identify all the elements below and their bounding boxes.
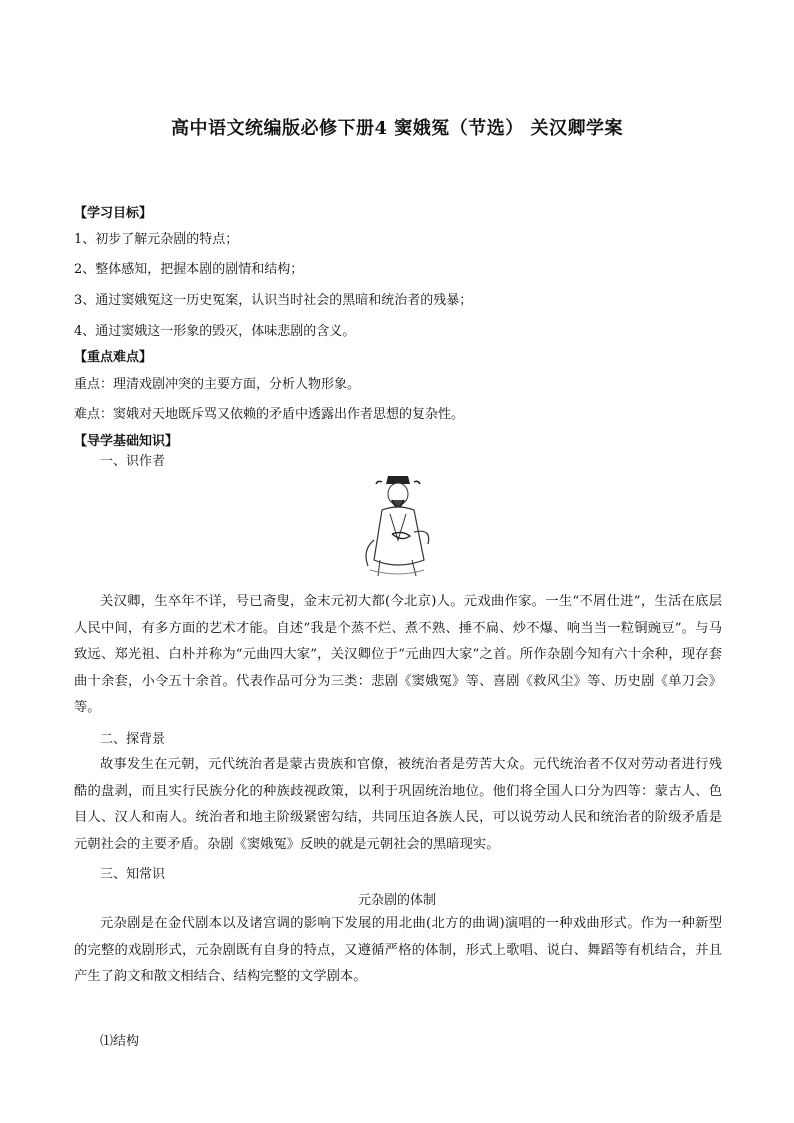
- part-heading: 二、探背景: [100, 732, 166, 747]
- author-paragraph: 关汉卿，生卒年不详，号已斋叟，金末元初大都(今北京)人。元戏曲作家。一生“不屑仕进”，生活在底层人民中间，有多方面的艺术才能。自述“我是个蒸不烂、煮不熟、捶不扁、炒不爆、响当当一粒铜豌豆”。与马致远、郑光祖、白朴并称为“元曲四大家”，关汉卿位于“元曲四大家”之首。所作杂剧今知有六十余种，现存套曲十余套，小令五十余首。代表作品可分为三类：悲剧《窦娥冤》等、喜剧《救风尘》等、历史剧《单刀会》等。: [74, 594, 722, 715]
- intro-paragraph: 元杂剧是在金代剧本以及诸宫调的影响下发展的用北曲(北方的曲调)演唱的一种戏曲形式。作为一种新型的完整的戏剧形式，元杂剧既有自身的特点，又遵循严格的体制，形式上歌唱、说白、舞蹈等有机结合，并且产生了韵文和散文相结合、结构完整的文学剧本。: [74, 916, 722, 984]
- goal-item: 2、整体感知，把握本剧的剧情和结构；: [74, 262, 304, 277]
- section-header-key: 【重点难点】: [74, 350, 153, 365]
- structure-heading: ⑴结构: [100, 1034, 140, 1049]
- author-portrait-image: [352, 470, 442, 580]
- background-paragraph: 故事发生在元朝，元代统治者是蒙古贵族和官僚，被统治者是劳苦大众。元代统治者不仅对劳动者进行残酷的盘剥，而且实行民族分化的种族歧视政策，以利于巩固统治地位。他们将全国人口分为四等：蒙古人、色目人、汉人和南人。统治者和地主阶级紧密勾结，共同压迫各族人民，可以说劳动人民和统治者的阶级矛盾是元朝社会的主要矛盾。杂剧《窦娥冤》反映的就是元朝社会的黑暗现实。: [74, 757, 722, 852]
- document-title: 高中语文统编版必修下册4 窦娥冤（节选） 关汉卿学案: [170, 118, 624, 139]
- goal-item: 3、通过窦娥冤这一历史冤案，认识当时社会的黑暗和统治者的残暴；: [74, 293, 473, 308]
- part-heading: 一、识作者: [100, 454, 166, 469]
- difficulty-point: 难点：窦娥对天地既斥骂又依赖的矛盾中透露出作者思想的复杂性。: [74, 407, 465, 422]
- part-heading: 三、知常识: [100, 867, 166, 882]
- section-header-guide: 【导学基础知识】: [74, 434, 179, 449]
- goal-item: 1、初步了解元杂剧的特点；: [74, 232, 239, 247]
- section-header-goals: 【学习目标】: [74, 206, 153, 221]
- subtitle: 元杂剧的体制: [357, 893, 436, 908]
- goal-item: 4、通过窦娥这一形象的毁灭，体味悲剧的含义。: [74, 324, 356, 339]
- key-point: 重点：理清戏剧冲突的主要方面，分析人物形象。: [74, 377, 361, 392]
